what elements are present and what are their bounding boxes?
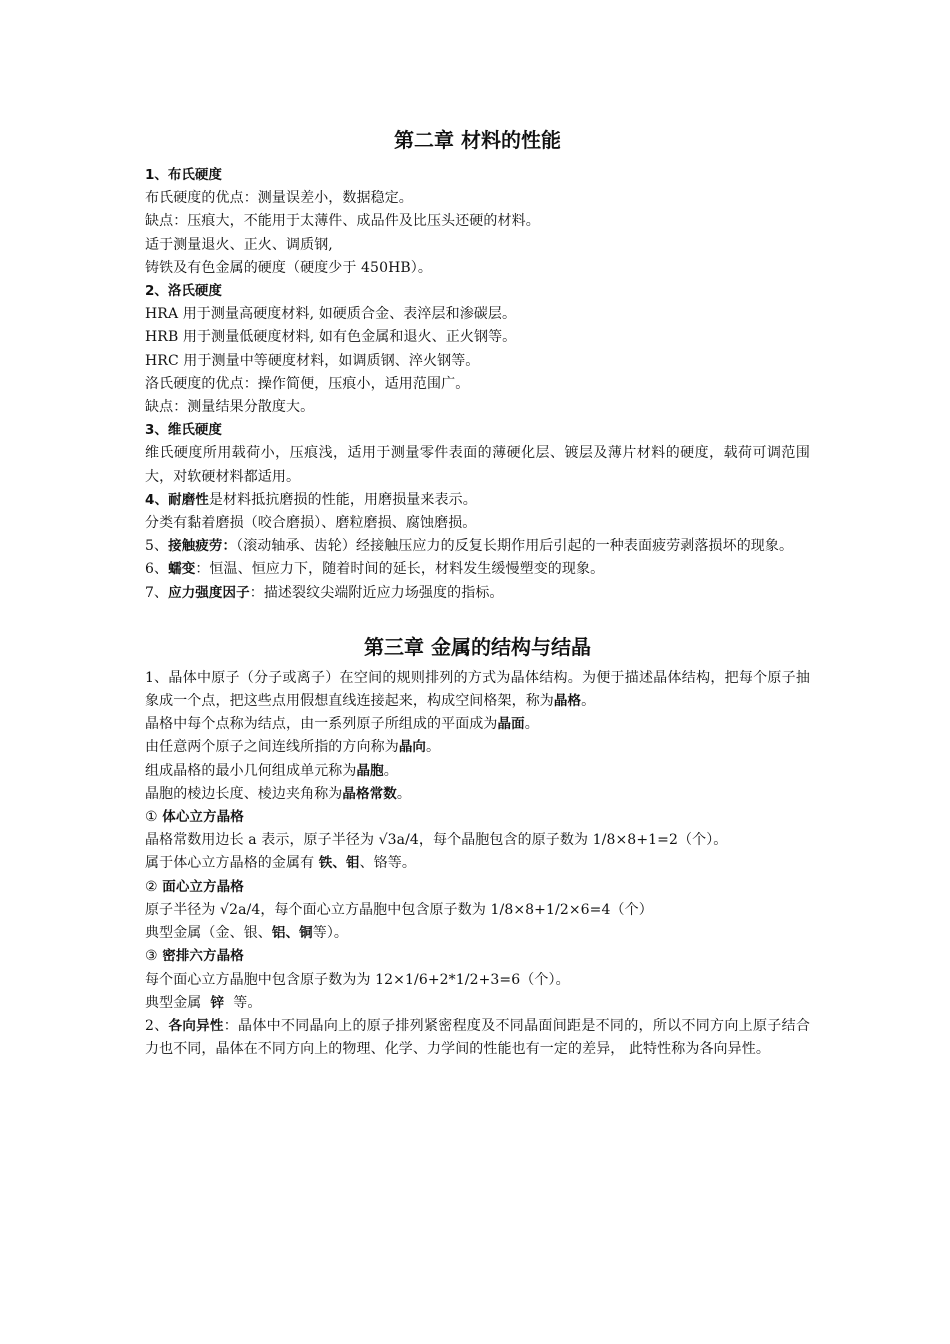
paragraph-text: 晶格中每个点称为结点，由一系列原子所组成的平面成为 — [145, 716, 498, 733]
paragraph-line: 缺点：压痕大，不能用于太薄件、成品件及比压头还硬的材料。 — [145, 213, 540, 230]
paragraph-line: 洛氏硬度的优点：操作简便，压痕小，适用范围广。 — [145, 375, 470, 392]
document-content — [145, 126, 810, 1061]
paragraph-line — [145, 852, 810, 875]
term: 各向异性 — [168, 1017, 224, 1034]
paragraph-line: 布氏硬度的优点：测量误差小，数据稳定。 — [145, 190, 413, 207]
paragraph-line: 分类有黏着磨损（咬合磨损）、磨粒磨损、腐蚀磨损。 — [145, 515, 477, 532]
paragraph-end: 。 — [524, 716, 539, 733]
chapter-3-title: 第三章 金属的结构与结晶 — [364, 634, 591, 659]
subheading-hcp — [145, 945, 810, 968]
paragraph-line: 适于测量退火、正火、调质钢, — [145, 236, 333, 253]
line-text: 属于体心立方晶格的金属有 — [145, 855, 319, 872]
paragraph-unit-cell — [145, 760, 810, 783]
paragraph-text: 晶胞的棱边长度、棱边夹角称为 — [145, 785, 343, 802]
item-number: 7、 — [145, 584, 169, 601]
paragraph-line: 铸铁及有色金属的硬度（硬度少于 450HB）。 — [145, 259, 432, 276]
paragraph-end: 。 — [383, 762, 398, 779]
section-heading-vickers: 3、维氏硬度 — [145, 422, 222, 439]
circled-number: ① — [145, 809, 158, 826]
paragraph-line: 晶格常数用边长 a 表示，原子半径为 √3a/4，每个晶胞包含的原子数为 1/8×8+1=2（个）。 — [145, 832, 728, 849]
definition: 是材料抵抗磨损的性能，用磨损量来表示。 — [208, 491, 477, 508]
term: 接触疲劳： — [168, 538, 237, 555]
item-number: 5、 — [145, 538, 169, 555]
circled-number: ③ — [145, 948, 158, 965]
line-text: 等。 — [224, 994, 262, 1011]
definition: ：恒温、恒应力下，随着时间的延长，材料发生缓慢塑变的现象。 — [195, 561, 605, 578]
term: 晶格 — [553, 693, 582, 710]
item-number: 6、 — [145, 561, 169, 578]
paragraph-crystal-structure — [145, 667, 810, 713]
line-text: 、铬等。 — [359, 855, 416, 872]
subheading-text: 体心立方晶格 — [162, 809, 244, 826]
section-heading-brinell: 1、布氏硬度 — [145, 167, 222, 183]
paragraph-text: 由任意两个原子之间连线所指的方向称为 — [145, 739, 399, 756]
subheading-fcc — [145, 876, 810, 899]
paragraph-crystal-plane — [145, 713, 810, 736]
paragraph-end: 。 — [581, 693, 596, 710]
term: 应力强度因子 — [168, 584, 250, 601]
term: 铝、铜 — [271, 925, 313, 942]
paragraph: 维氏硬度所用载荷小，压痕浅，适用于测量零件表面的薄硬化层、镀层及薄片材料的硬度，载荷可调范围大，对软硬材料都适用。 — [145, 445, 810, 485]
paragraph-line: 每个面心立方晶胞中包含原子数为为 12×1/6+2*1/2+3=6（个）。 — [145, 971, 570, 988]
paragraph-text: 1、晶体中原子（分子或离子）在空间的规则排列的方式为晶体结构。为便于描述晶体结构，把每个原子抽象成一个点，把这些点用假想直线连接起来，构成空间格架，称为 — [145, 669, 810, 710]
paragraph-end: 。 — [396, 785, 411, 802]
term: 锌 — [210, 994, 225, 1011]
paragraph-end: 。 — [426, 739, 441, 756]
paragraph-stress-intensity — [145, 582, 810, 605]
paragraph-line: HRC 用于测量中等硬度材料，如调质钢、淬火钢等。 — [145, 352, 480, 369]
circled-number: ② — [145, 878, 158, 895]
definition: ：描述裂纹尖端附近应力场强度的指标。 — [249, 584, 504, 601]
subheading-bcc — [145, 806, 810, 829]
chapter-2-title: 第二章 材料的性能 — [394, 128, 561, 152]
item-number: 2、 — [145, 1017, 169, 1034]
subheading-text: 面心立方晶格 — [162, 878, 244, 895]
paragraph-line: 缺点：测量结果分散度大。 — [145, 399, 315, 416]
line-text: 典型金属 — [145, 994, 211, 1011]
line-text: 典型金属（金、银、 — [145, 925, 272, 942]
term: 晶面 — [497, 716, 525, 733]
paragraph-lattice-constant — [145, 783, 810, 806]
term: 晶向 — [398, 739, 427, 756]
paragraph-crystal-direction — [145, 736, 810, 759]
paragraph-creep — [145, 558, 810, 581]
subheading-text: 密排六方晶格 — [162, 948, 244, 965]
paragraph-line: 原子半径为 √2a/4，每个面心立方晶胞中包含原子数为 1/8×8+1/2×6=4（个） — [145, 901, 653, 918]
paragraph-line: HRA 用于测量高硬度材料, 如硬质合金、表淬层和渗碳层。 — [145, 306, 517, 323]
term: 铁、钼 — [318, 855, 360, 872]
item-number: 4、 — [145, 491, 169, 508]
term: 蠕变 — [168, 561, 196, 578]
term: 晶胞 — [356, 762, 384, 779]
paragraph-line: HRB 用于测量低硬度材料, 如有色金属和退火、正火钢等。 — [145, 329, 517, 346]
paragraph-contact-fatigue — [145, 535, 810, 558]
paragraph-wear-resistance — [145, 489, 810, 512]
definition: （滚动轴承、齿轮）经接触压应力的反复长期作用后引起的一种表面疲劳剥落损坏的现象。 — [236, 538, 794, 555]
section-heading-rockwell: 2、洛氏硬度 — [145, 283, 222, 300]
paragraph-text: 组成晶格的最小几何组成单元称为 — [145, 762, 357, 779]
line-text: 等）。 — [312, 925, 349, 942]
term: 晶格常数 — [342, 785, 397, 802]
term: 耐磨性 — [168, 491, 209, 508]
paragraph-line — [145, 992, 810, 1015]
paragraph-anisotropy — [145, 1015, 810, 1061]
definition: ：晶体中不同晶向上的原子排列紧密程度及不同晶面间距是不同的，所以不同方向上原子结合力也不同，晶体在不同方向上的物理、化学、力学间的性能也有一定的差异， 此特性称为各向异性。 — [145, 1017, 810, 1058]
paragraph-line — [145, 922, 810, 945]
